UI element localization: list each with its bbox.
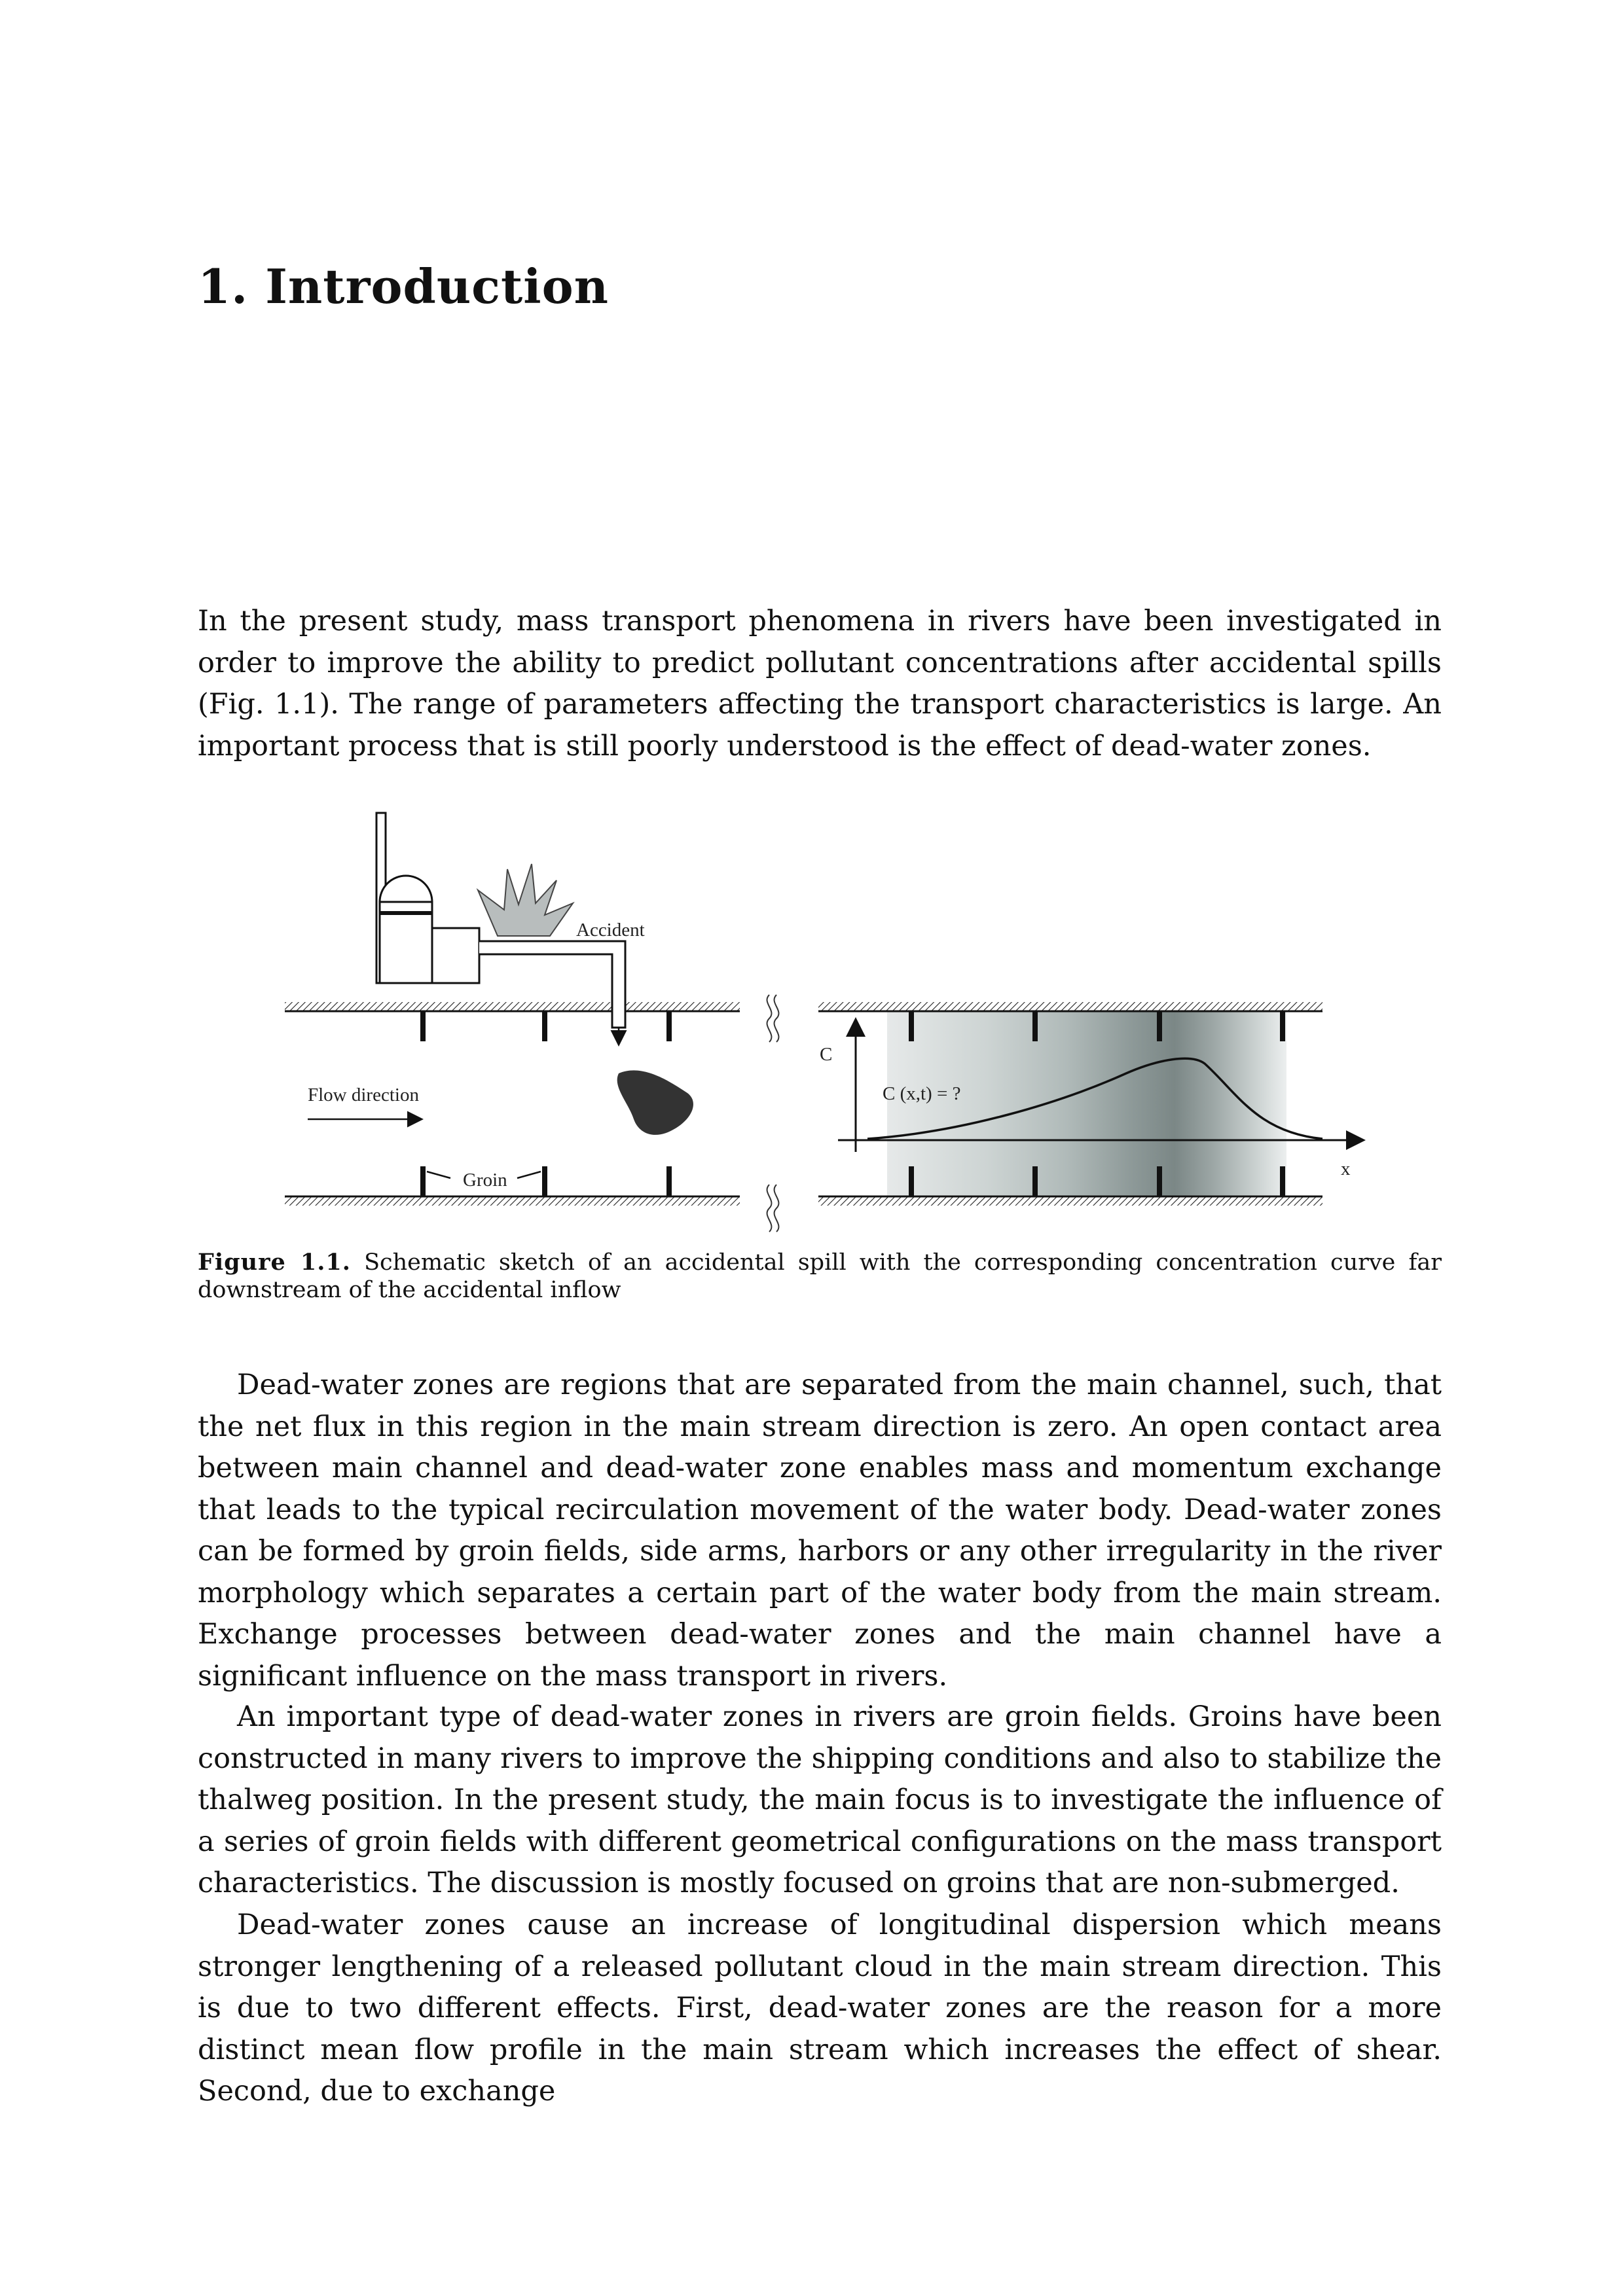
x-axis-label: x xyxy=(1341,1158,1351,1179)
paragraph-intro: In the present study, mass transport phenomena in rivers have been investigated in order to improve the ability to predict pollutant concentrations after accidental spills (Fig. 1.1). The range of parameters affecting the transport characteristics is large. An important process that is still poorly understood is the effect of dead-water zones. xyxy=(198,605,1442,762)
explosion-icon xyxy=(478,864,573,936)
figure-caption xyxy=(198,1249,1442,1304)
spill-schematic xyxy=(275,805,1375,1237)
spill-blob-icon xyxy=(617,1070,693,1134)
c-axis-label: C xyxy=(820,1044,833,1065)
break-symbol-icon xyxy=(767,995,779,1232)
paragraph-groin-fields: An important type of dead-water zones in rivers are groin fields. Groins have been constructed in many rivers to improve the shipping conditions and also to stabilize the thalweg position. In the present study, the main focus is to investigate the influence of a series of groin fields with different geometrical configurations on the mass transport characteristics. The discussion is mostly focused on groins that are non-submerged. xyxy=(198,1700,1442,1899)
flow-direction-label: Flow direction xyxy=(308,1085,419,1105)
figure-1-1 xyxy=(275,805,1375,1237)
accident-label: Accident xyxy=(576,920,645,941)
concentration-curve-label: C (x,t) = ? xyxy=(883,1083,961,1104)
paragraph-dispersion: Dead-water zones cause an increase of longitudinal dispersion which means stronger lengthening of a released pollutant cloud in the main stream direction. This is due to two different effects. First, dead-water zones are the reason for a more distinct mean flow profile in the main stream which increases the effect of shear. Second, due to exchange xyxy=(198,1909,1442,2108)
paragraph-dead-water-zones: Dead-water zones are regions that are separated from the main channel, such, that the net flux in this region in the main stream direction is zero. An open contact area between main channel and dead-water zone enables mass and momentum exchange that leads to the typical recirculation movement of the water body. Dead-water zones can be formed by groin fields, side arms, harbors or any other irregularity in the river morphology which separates a certain part of the water body from the main stream. Exchange processes between dead-water zones and the main channel have a significant influence on the mass transport in rivers. xyxy=(198,1369,1442,1693)
groin-label: Groin xyxy=(463,1170,507,1191)
chapter-title: 1. Introduction xyxy=(198,259,609,314)
figure-caption-label: Figure 1.1. xyxy=(198,1249,351,1276)
figure-caption-text: Schematic sketch of an accidental spill with the corresponding concentration curve far downstream of the accidental inflow xyxy=(198,1249,1442,1303)
